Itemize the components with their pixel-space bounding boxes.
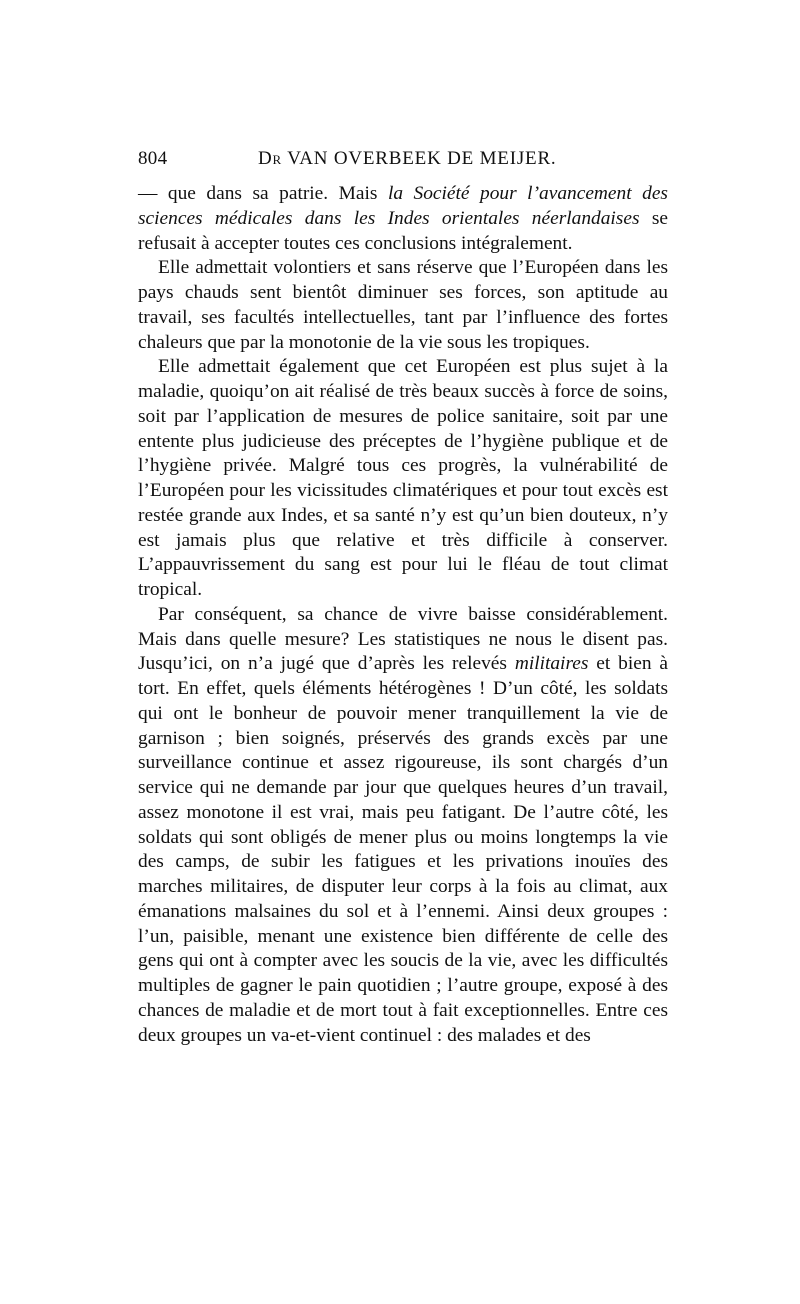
page-number: 804: [138, 148, 168, 169]
paragraph-3: [138, 355, 668, 603]
text-segment: Elle admettait volontiers et sans réserve que l’Européen dans les pays chauds sent bientôt diminuer ses forces, son aptitude au travail, ses facultés intellectuelles, tant par l’influence des fortes chaleurs que par la monotonie de la vie sous les tropiques.: [138, 257, 668, 353]
running-head: [138, 148, 668, 182]
book-page: [138, 148, 668, 1048]
text-segment: — que dans sa patrie. Mais: [138, 183, 388, 204]
body-text: [138, 182, 668, 1048]
running-head-title: Dr VAN OVERBEEK DE MEIJER.: [258, 148, 557, 169]
text-segment: se refusait à accepter toutes ces conclusions intégralement.: [138, 207, 668, 254]
text-segment: Elle admettait également que cet Européen est plus sujet à la maladie, quoiqu’on ait réalisé de très beaux succès à force de soins, soit par l’application de mesures de police sanitaire, soit par une entente plus judicieuse des préceptes de l’hygiène publique et de l’hygiène privée. Malgré tous ces progrès, la vulnérabilité de l’Européen pour les vicissitudes climatériques et pour tout excès est restée grande aux Indes, et sa santé n’y est qu’un bien douteux, n’y est jamais plus que relative et très difficile à conserver. L’appauvrissement du sang est pour lui le fléau de tout climat tropical.: [138, 356, 668, 600]
italic-society-name: la Société pour l’avancement des sciences médicales dans les Indes orientales néerlandaises: [138, 183, 668, 229]
text-segment: et bien à tort. En effet, quels éléments hétérogènes ! D’un côté, les soldats qui ont le bonheur de pouvoir mener tranquillement la vie de garnison ; bien soignés, préservés des grands excès par une surveillance continue et assez rigoureuse, ils sont chargés d’un service qui ne demande par jour que quelques heures d’un travail, assez monotone il est vrai, mais peu fatigant. De l’autre côté, les soldats qui sont obligés de mener plus ou moins longtemps la vie des camps, de subir les fatigues et les privations inouïes des marches militaires, de disputer leur corps à la fois au climat, aux émanations malsaines du sol et à l’ennemi. Ainsi deux groupes : l’un, paisible, menant une existence bien différente de celle des gens qui ont à compter avec les soucis de la vie, avec les difficultés multiples de gagner le pain quotidien ; l’autre groupe, exposé à des chances de maladie et de mort tout à fait exceptionnelles. Entre ces deux groupes un va-et-vient continuel : des malades et des: [138, 653, 669, 1046]
paragraph-4: [138, 603, 668, 1049]
text-segment: Par conséquent, sa chance de vivre baisse considérablement. Mais dans quelle mesure? Les statistiques ne nous le disent pas. Jusqu’ici, on n’a jugé que d’après les relevés: [138, 603, 668, 675]
paragraph-2: [138, 256, 668, 355]
paragraph-1: [138, 182, 668, 256]
italic-militaires: militaires: [514, 653, 589, 675]
